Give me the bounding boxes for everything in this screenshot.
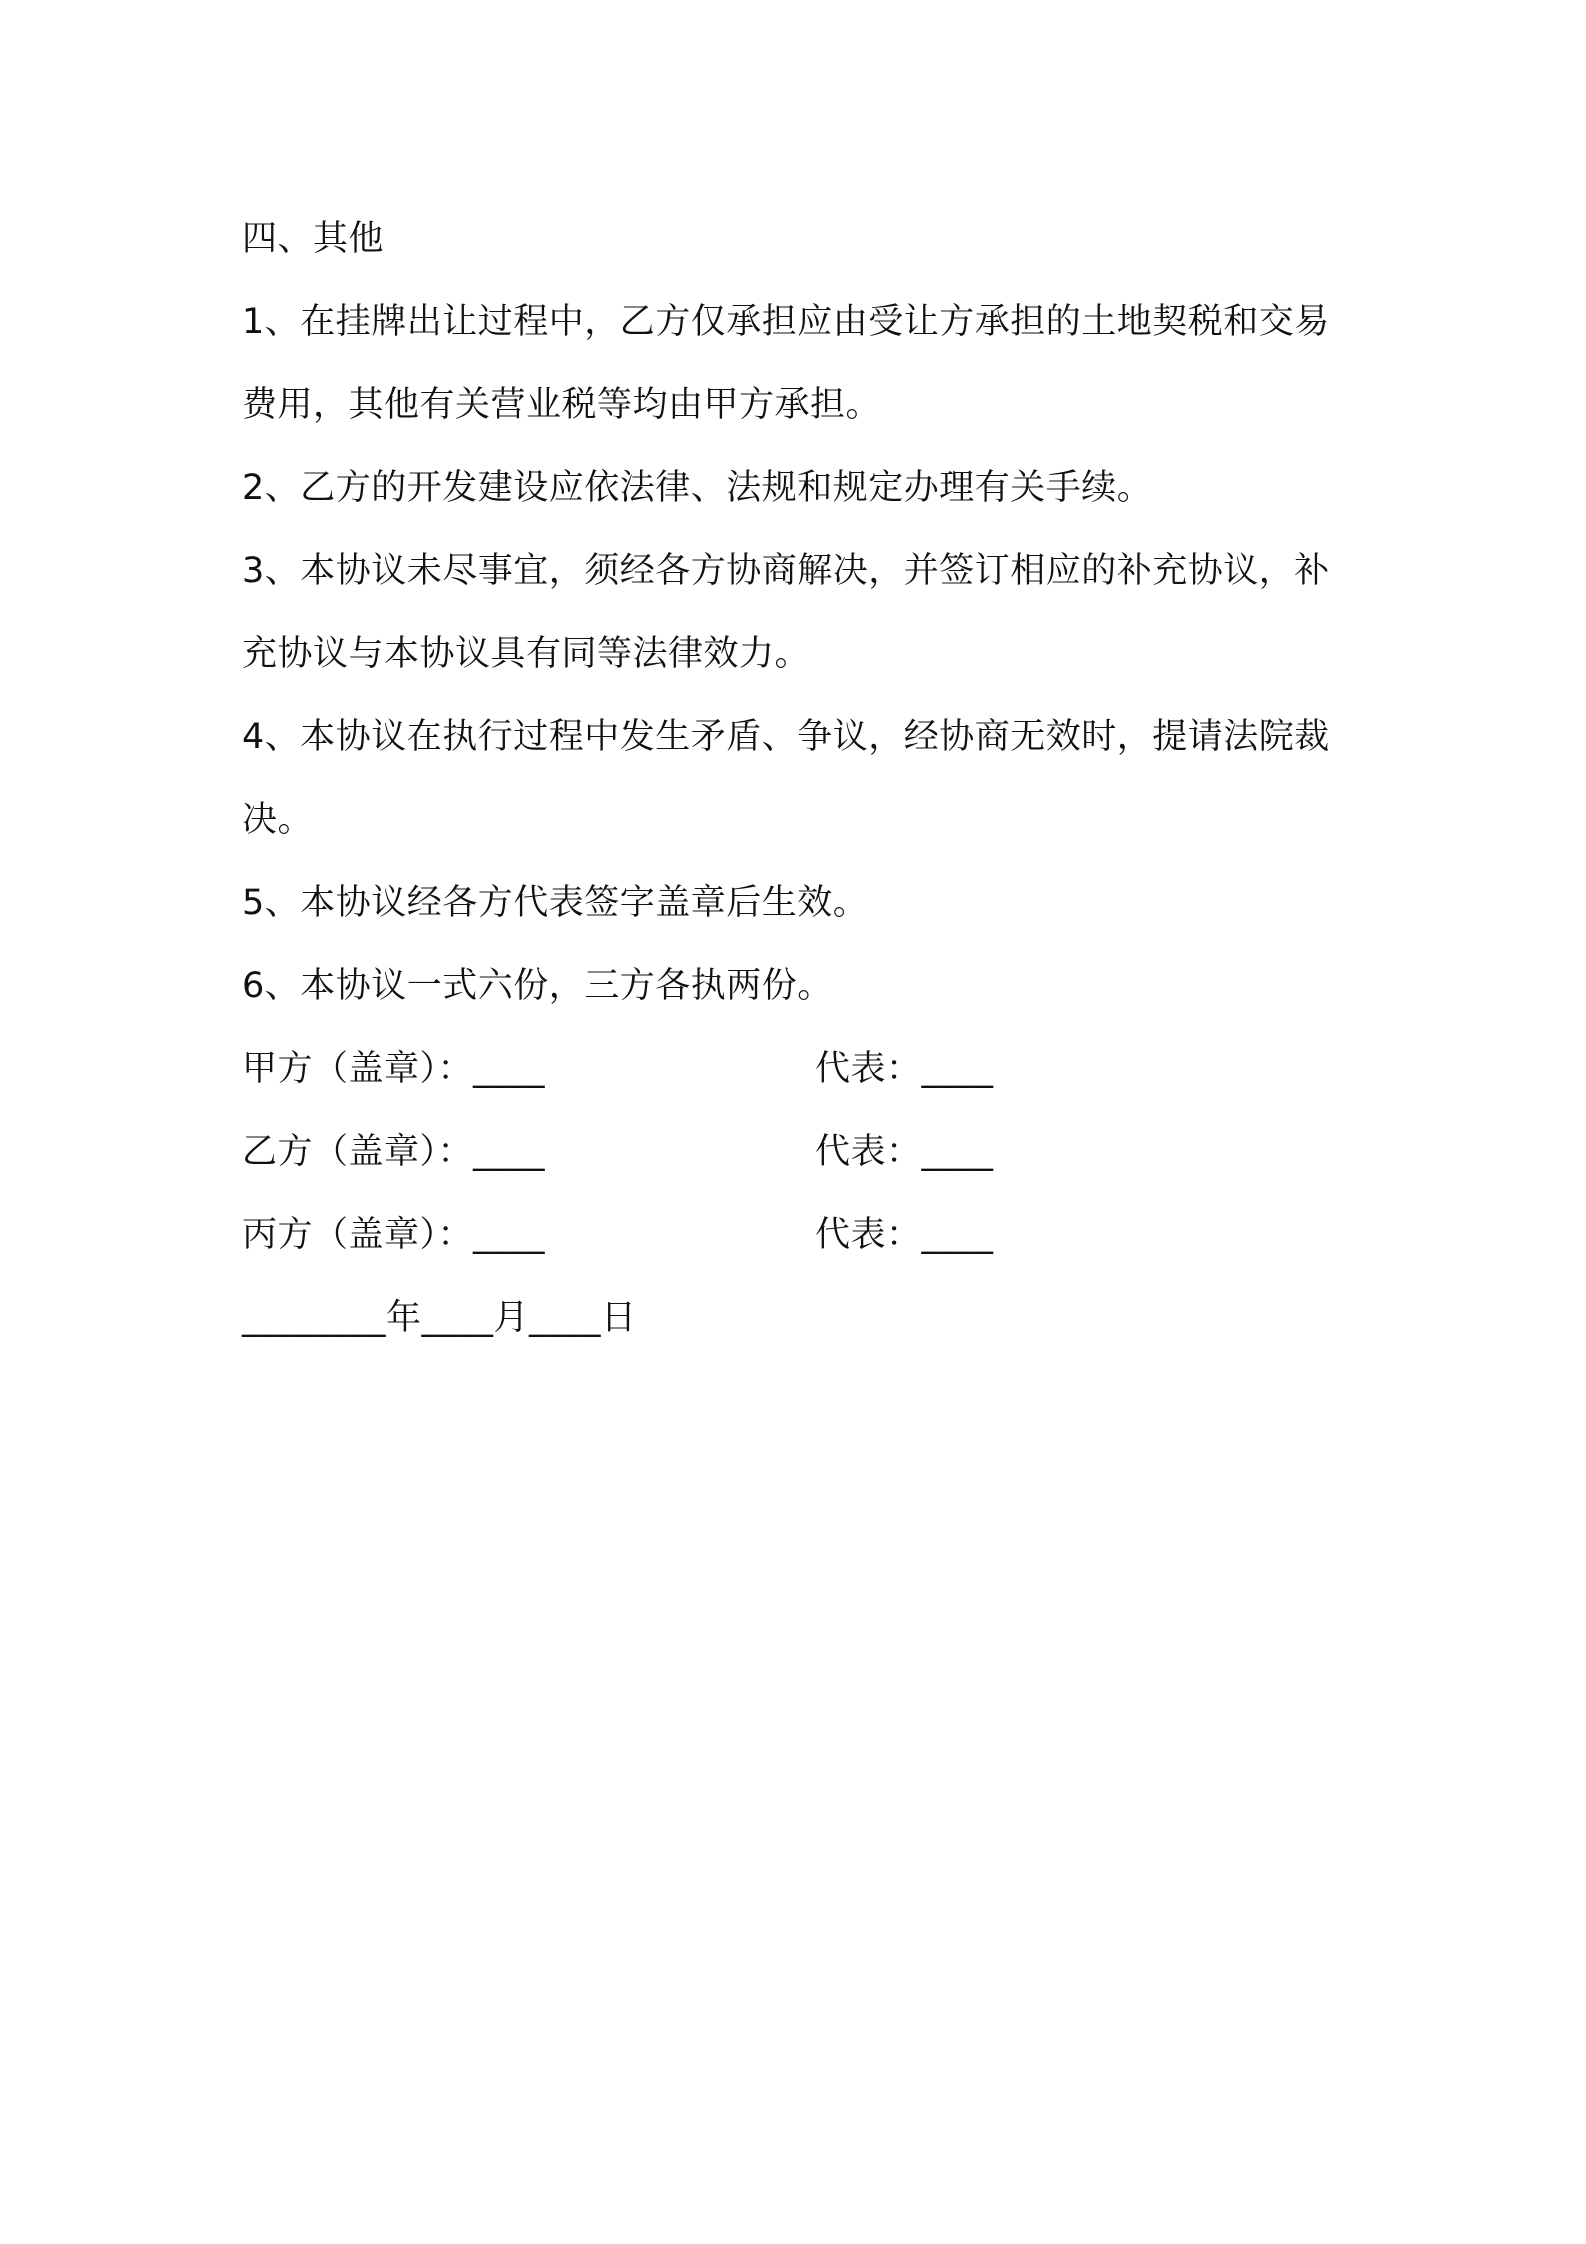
party-a-seal-label: 甲方（盖章）：____ — [242, 1049, 546, 1089]
clause-5: 5、本协议经各方代表签字盖章后生效。 — [242, 883, 869, 923]
signature-row-party-c — [242, 1194, 1362, 1277]
clause-2: 2、乙方的开发建设应依法律、法规和规定办理有关手续。 — [242, 468, 1153, 508]
party-a-representative-label: 代表：____ — [815, 1049, 994, 1089]
signature-row-party-b — [242, 1111, 1362, 1194]
party-b-seal-label: 乙方（盖章）：____ — [242, 1132, 546, 1172]
clause-6: 6、本协议一式六份，三方各执两份。 — [242, 966, 833, 1006]
clause-4: 4、本协议在执行过程中发生矛盾、争议，经协商无效时，提请法院裁决。 — [242, 717, 1330, 840]
document-body — [242, 198, 1362, 1360]
date-line: ________年____月____日 — [242, 1298, 637, 1338]
party-c-representative-label: 代表：____ — [815, 1215, 994, 1255]
clause-3: 3、本协议未尽事宜，须经各方协商解决，并签订相应的补充协议，补充协议与本协议具有同等法律效力。 — [242, 551, 1330, 674]
party-b-representative-label: 代表：____ — [815, 1132, 994, 1172]
party-c-seal-label: 丙方（盖章）：____ — [242, 1215, 546, 1255]
clause-1: 1、在挂牌出让过程中，乙方仅承担应由受让方承担的土地契税和交易费用，其他有关营业税等均由甲方承担。 — [242, 302, 1330, 425]
signature-row-party-a — [242, 1028, 1362, 1111]
section-heading: 四、其他 — [242, 219, 385, 259]
